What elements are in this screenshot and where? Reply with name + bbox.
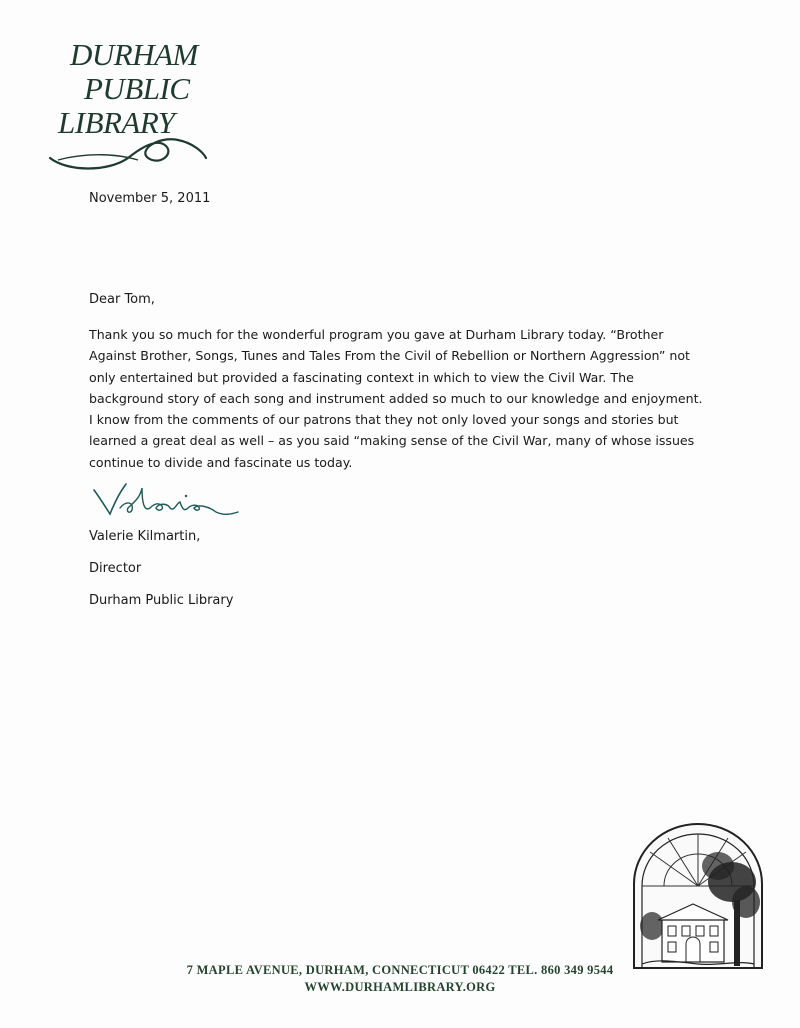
letter-body: Thank you so much for the wonderful program you gave at Durham Library today. “Brother Against Brother, Songs, Tunes and Tales From the Civil of Rebellion or Northern Aggression” not only entertained but provided a fascinating context in which to view the Civil War. The background story of each song and instrument added so much to our knowledge and enjoyment. I know from the comments of our patrons that they not only loved your songs and stories but learned a great deal as well – as you said “making sense of the Civil War, many of whose issues continue to divide and fascinate us today. [89,327,703,470]
signer-name: Valerie Kilmartin, [89,529,201,544]
letterhead-line: DURHAM [70,37,198,72]
letterhead-line: PUBLIC [84,71,190,106]
signer-title: Director [89,561,142,576]
flourish-icon [48,128,208,178]
footer-address: 7 MAPLE AVENUE, DURHAM, CONNECTICUT 06422 TEL. 860 349 9544 [186,963,614,977]
salutation: Dear Tom, [89,292,155,307]
letterhead-logo [52,38,227,140]
signer-organization: Durham Public Library [89,593,234,608]
library-building-icon [628,822,768,970]
letter-date: November 5, 2011 [89,191,211,206]
signature [90,478,240,526]
footer-website: WWW.DURHAMLIBRARY.ORG [304,980,496,994]
letterhead-line: LIBRARY [58,105,175,140]
